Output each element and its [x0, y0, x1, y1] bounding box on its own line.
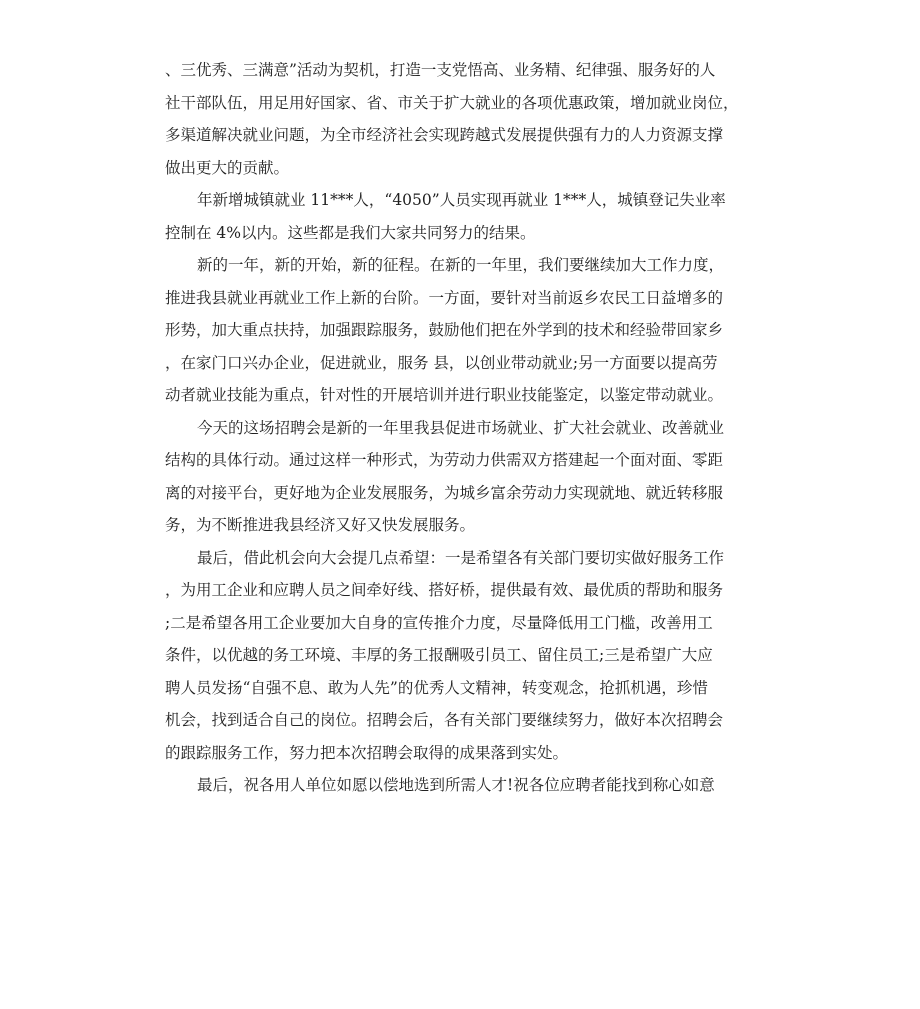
text-line: 今天的这场招聘会是新的一年里我县促进市场就业、扩大社会就业、改善就业	[197, 418, 725, 437]
text-line: 形势，加大重点扶持，加强跟踪服务，鼓励他们把在外学到的技术和经验带回家乡	[165, 321, 724, 339]
text-line: 聘人员发扬“自强不息、敢为人先”的优秀人文精神，转变观念，抢抓机遇，珍惜	[165, 678, 708, 697]
text-line: 动者就业技能为重点，针对性的开展培训并进行职业技能鉴定，以鉴定带动就业。	[165, 386, 724, 404]
text-line: ，在家门口兴办企业，促进就业，服务 县，以创业带动就业;另一方面要以提高劳	[165, 353, 718, 372]
text-line: 最后，借此机会向大会提几点希望：一是希望各有关部门要切实做好服务工作	[197, 548, 725, 567]
text-line: ;二是希望各用工企业要加大自身的宣传推介力度，尽量降低用工门槛，改善用工	[165, 613, 713, 632]
text-line: 机会，找到适合自己的岗位。招聘会后，各有关部门要继续努力，做好本次招聘会	[165, 711, 724, 729]
text-line: 年新增城镇就业 11***人，“4050”人员实现再就业 1***人，城镇登记失业率	[197, 191, 726, 209]
text-line: 务，为不断推进我县经济又好又快发展服务。	[165, 516, 476, 534]
text-line: 离的对接平台，更好地为企业发展服务，为城乡富余劳动力实现就地、就近转移服	[165, 483, 724, 502]
text-line: 多渠道解决就业问题，为全市经济社会实现跨越式发展提供强有力的人力资源支撑	[165, 126, 724, 144]
text-line: 新的一年，新的开始，新的征程。在新的一年里，我们要继续加大工作力度，	[197, 256, 725, 274]
text-line: 的跟踪服务工作，努力把本次招聘会取得的成果落到实处。	[165, 743, 569, 762]
text-line: ，为用工企业和应聘人员之间牵好线、搭好桥，提供最有效、最优质的帮助和服务	[165, 581, 724, 599]
text-line: 、三优秀、三满意”活动为契机，打造一支党悟高、业务精、纪律强、服务好的人	[165, 61, 716, 79]
text-line: 社干部队伍，用足用好国家、省、市关于扩大就业的各项优惠政策，增加就业岗位，	[165, 93, 739, 112]
text-line: 结构的具体行动。通过这样一种形式，为劳动力供需双方搭建起一个面对面、零距	[165, 451, 724, 469]
text-line: 推进我县就业再就业工作上新的台阶。一方面，要针对当前返乡农民工日益增多的	[165, 288, 724, 307]
text-line: 条件，以优越的务工环境、丰厚的务工报酬吸引员工、留住员工;三是希望广大应	[165, 646, 713, 664]
text-line: 做出更大的贡献。	[165, 158, 290, 177]
document-body	[165, 54, 760, 802]
text-line: 最后，祝各用人单位如愿以偿地选到所需人才!祝各位应聘者能找到称心如意	[197, 776, 715, 794]
text-line: 控制在 4%以内。这些都是我们大家共同努力的结果。	[165, 223, 536, 242]
